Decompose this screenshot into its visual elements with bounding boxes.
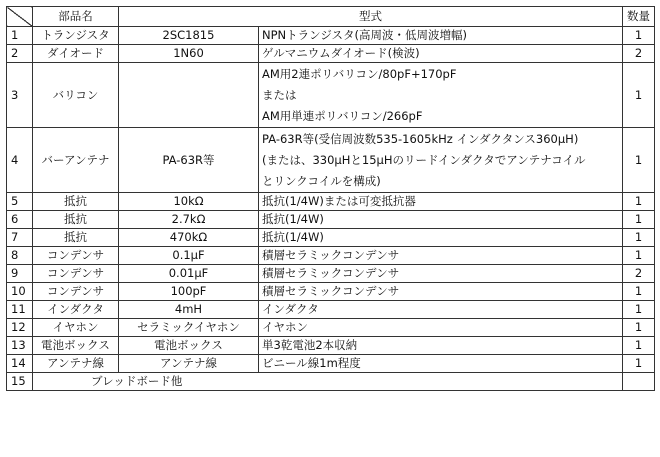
part-quantity: 1 [623,211,655,229]
table-row [7,283,655,301]
part-model: 0.01μF [119,265,259,283]
part-model: 10kΩ [119,193,259,211]
header-corner-cell [7,7,33,27]
part-quantity: 2 [623,45,655,63]
table-row [7,373,655,391]
part-spec [259,128,623,193]
header-spec: 型式 [119,7,623,27]
part-name: 抵抗 [33,193,119,211]
part-quantity: 1 [623,319,655,337]
row-number: 15 [7,373,33,391]
part-name: インダクタ [33,301,119,319]
header-name: 部品名 [33,7,119,27]
part-name: ダイオード [33,45,119,63]
part-model: 0.1μF [119,247,259,265]
part-model: 1N60 [119,45,259,63]
row-number: 2 [7,45,33,63]
spec-line: AM用単連ポリバリコン/266pF [262,108,423,123]
part-name: ブレッドボード他 [33,373,623,391]
part-spec [259,247,623,265]
part-quantity: 1 [623,247,655,265]
row-number: 8 [7,247,33,265]
part-quantity: 1 [623,229,655,247]
spec-line: 抵抗(1/4W) [262,230,324,244]
parts-table [6,6,655,391]
part-spec [259,337,623,355]
part-name: トランジスタ [33,27,119,45]
spec-line: ビニール線1m程度 [262,356,361,370]
table-row [7,193,655,211]
part-name: イヤホン [33,319,119,337]
spec-line: 積層セラミックコンデンサ [262,284,400,298]
spec-line: ゲルマニウムダイオード(検波) [262,46,420,60]
part-spec [259,283,623,301]
part-spec [259,229,623,247]
table-row [7,319,655,337]
row-number: 11 [7,301,33,319]
spec-line: 単3乾電池2本収納 [262,338,358,352]
table-row [7,265,655,283]
part-spec [259,355,623,373]
row-number: 12 [7,319,33,337]
part-name: 抵抗 [33,229,119,247]
part-spec [259,211,623,229]
table-row [7,301,655,319]
row-number: 13 [7,337,33,355]
part-model: 100pF [119,283,259,301]
table-row [7,63,655,128]
row-number: 4 [7,128,33,193]
spec-line: 積層セラミックコンデンサ [262,248,400,262]
table-body [7,27,655,391]
part-spec [259,301,623,319]
part-quantity: 1 [623,128,655,193]
part-quantity [623,373,655,391]
part-quantity: 1 [623,355,655,373]
part-name: コンデンサ [33,247,119,265]
part-quantity: 1 [623,337,655,355]
part-name: 電池ボックス [33,337,119,355]
row-number: 5 [7,193,33,211]
part-model: 2.7kΩ [119,211,259,229]
part-spec [259,27,623,45]
spec-line: NPNトランジスタ(高周波・低周波増幅) [262,28,467,42]
part-model: 電池ボックス [119,337,259,355]
part-spec [259,45,623,63]
part-quantity: 2 [623,265,655,283]
table-row [7,211,655,229]
table-row [7,27,655,45]
row-number: 14 [7,355,33,373]
spec-line: 抵抗(1/4W) [262,212,324,226]
part-name: バーアンテナ [33,128,119,193]
spec-line: 積層セラミックコンデンサ [262,266,400,280]
spec-line: 抵抗(1/4W)または可変抵抗器 [262,194,416,208]
part-name: バリコン [33,63,119,128]
part-spec [259,63,623,128]
part-model: 2SC1815 [119,27,259,45]
part-name: アンテナ線 [33,355,119,373]
part-quantity: 1 [623,193,655,211]
part-model: アンテナ線 [119,355,259,373]
table-row [7,45,655,63]
part-model: 470kΩ [119,229,259,247]
spec-line: PA-63R等(受信周波数535-1605kHz インダクタンス360μH) [262,131,579,146]
part-quantity: 1 [623,27,655,45]
table-row [7,229,655,247]
spec-line: または [262,87,297,102]
table-row [7,337,655,355]
table-row [7,355,655,373]
table-row [7,247,655,265]
part-name: 抵抗 [33,211,119,229]
part-quantity: 1 [623,63,655,128]
spec-line: インダクタ [262,302,319,316]
table-row [7,128,655,193]
spec-line: とリンクコイルを構成) [262,173,381,188]
part-model: セラミックイヤホン [119,319,259,337]
table-header-row [7,7,655,27]
part-model [119,63,259,128]
row-number: 3 [7,63,33,128]
row-number: 1 [7,27,33,45]
part-spec [259,265,623,283]
part-model: 4mH [119,301,259,319]
row-number: 7 [7,229,33,247]
spec-line: AM用2連ポリバリコン/80pF+170pF [262,66,457,81]
row-number: 10 [7,283,33,301]
part-model: PA-63R等 [119,128,259,193]
part-name: コンデンサ [33,283,119,301]
spec-line: イヤホン [262,320,308,334]
row-number: 9 [7,265,33,283]
row-number: 6 [7,211,33,229]
part-quantity: 1 [623,301,655,319]
spec-line: (または、330μHと15μHのリードインダクタでアンテナコイル [262,152,586,167]
part-spec [259,193,623,211]
part-spec [259,319,623,337]
part-name: コンデンサ [33,265,119,283]
part-quantity: 1 [623,283,655,301]
header-qty: 数量 [623,7,655,27]
